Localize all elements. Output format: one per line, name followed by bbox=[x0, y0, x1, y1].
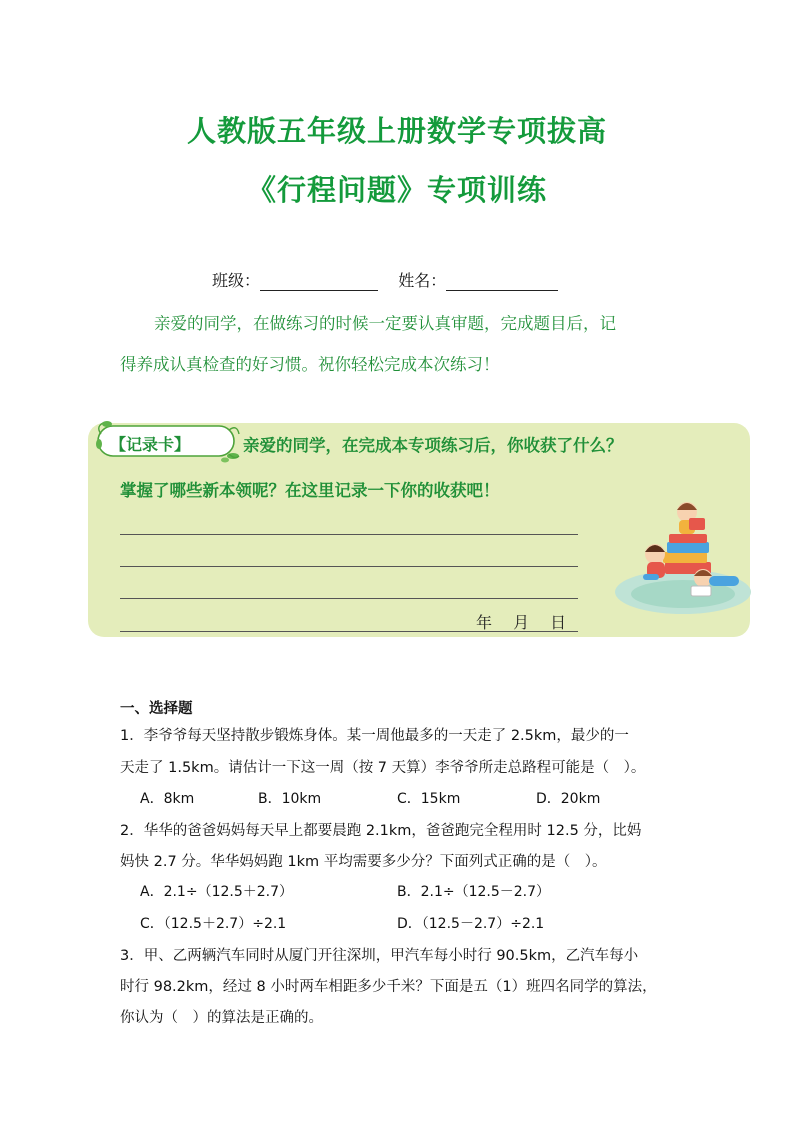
class-label: 班级： bbox=[212, 271, 261, 290]
question-2-line-2: 妈快 2.7 分。华华妈妈跑 1km 平均需要多少分？下面列式正确的是（ ）。 bbox=[120, 854, 607, 870]
question-1-line-1: 1．李爷爷每天坚持散步锻炼身体。某一周他最多的一天走了 2.5km，最少的一 bbox=[120, 728, 629, 744]
record-line-2: 掌握了哪些新本领呢？在这里记录一下你的收获吧！ bbox=[120, 481, 500, 500]
record-date: 年 月 日 bbox=[476, 613, 567, 632]
q1-option-b[interactable]: B．10km bbox=[258, 791, 322, 807]
question-3-line-2: 时行 98.2km，经过 8 小时两车相距多少千米？下面是五（1）班四名同学的算法， bbox=[120, 979, 657, 995]
question-3-line-3: 你认为（ ）的算法是正确的。 bbox=[120, 1010, 323, 1026]
q1-option-c[interactable]: C．15km bbox=[397, 791, 461, 807]
q1-option-d[interactable]: D．20km bbox=[536, 791, 601, 807]
name-blank[interactable] bbox=[446, 272, 558, 291]
writing-line[interactable] bbox=[120, 534, 578, 535]
kids-reading-illustration-icon bbox=[605, 490, 755, 620]
q2-option-d[interactable]: D．（12.5－2.7）÷2.1 bbox=[397, 916, 545, 932]
record-tag: 【记录卡】 bbox=[110, 435, 191, 454]
writing-line[interactable] bbox=[120, 598, 578, 599]
page-title: 人教版五年级上册数学专项拔高 bbox=[186, 114, 607, 148]
question-3-line-1: 3．甲、乙两辆汽车同时从厦门开往深圳，甲汽车每小时行 90.5km，乙汽车每小 bbox=[120, 948, 639, 964]
class-blank[interactable] bbox=[260, 272, 378, 291]
q2-option-a[interactable]: A．2.1÷（12.5＋2.7） bbox=[140, 884, 294, 900]
name-label: 姓名： bbox=[398, 271, 447, 290]
q2-option-b[interactable]: B．2.1÷（12.5－2.7） bbox=[397, 884, 551, 900]
record-line-1: 亲爱的同学，在完成本专项练习后，你收获了什么？ bbox=[243, 436, 623, 455]
page-subtitle: 《行程问题》专项训练 bbox=[246, 173, 547, 207]
intro-line-2: 得养成认真检查的好习惯。祝你轻松完成本次练习！ bbox=[120, 355, 500, 374]
intro-line-1: 亲爱的同学，在做练习的时候一定要认真审题，完成题目后，记 bbox=[154, 314, 616, 333]
question-2-line-1: 2．华华的爸爸妈妈每天早上都要晨跑 2.1km，爸爸跑完全程用时 12.5 分，比妈 bbox=[120, 823, 642, 839]
q2-option-c[interactable]: C．（12.5＋2.7）÷2.1 bbox=[140, 916, 287, 932]
q1-option-a[interactable]: A．8km bbox=[140, 791, 195, 807]
class-name-row bbox=[212, 268, 558, 291]
writing-line[interactable] bbox=[120, 566, 578, 567]
question-1-line-2: 天走了 1.5km。请估计一下这一周（按 7 天算）李爷爷所走总路程可能是（ ）。 bbox=[120, 760, 646, 776]
section-heading: 一、选择题 bbox=[120, 701, 193, 717]
